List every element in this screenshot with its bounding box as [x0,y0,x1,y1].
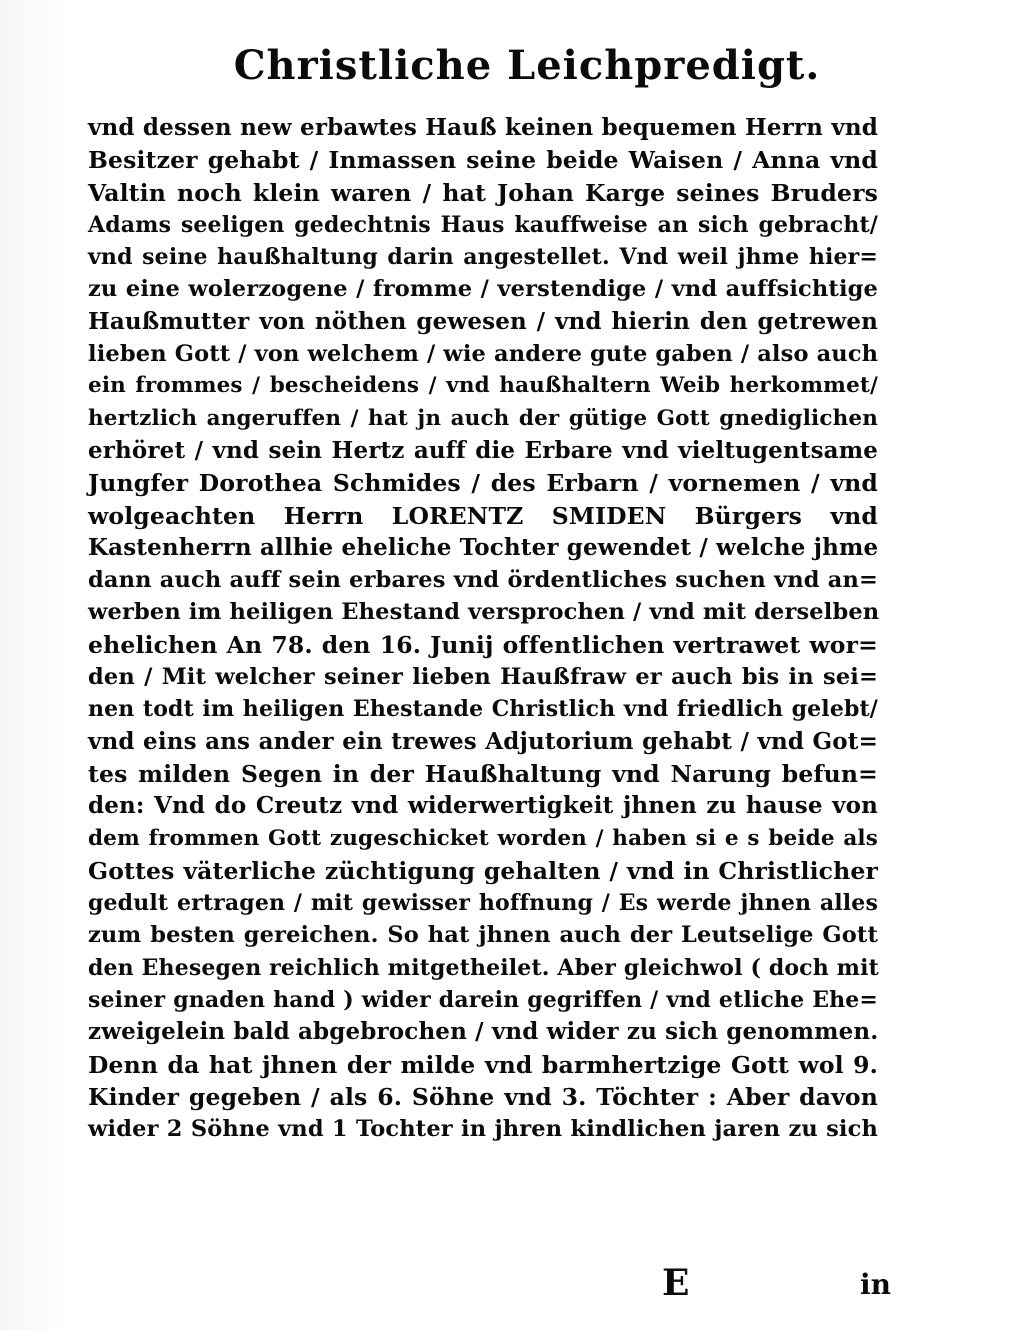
text-line: tes milden Segen in der Haußhaltung vnd Narung befun= [88,759,878,788]
catchword: in [860,1268,891,1301]
text-line: Besitzer gehabt / Inmassen seine beide Waisen / Anna vnd [88,146,878,175]
text-line: Denn da hat jhnen der milde vnd barmhertzige Gott wol 9. [88,1050,878,1079]
text-line: wolgeachten Herrn LORENTZ SMIDEN Bürgers vnd [88,501,878,530]
text-line: Jungfer Dorothea Schmides / des Erbarn / vornemen / vnd [88,469,878,498]
text-line: wider 2 Söhne vnd 1 Tochter in jhren kindlichen jaren zu sich [88,1116,878,1143]
text-line: vnd seine haußhaltung darin angestellet. Vnd weil jhme hier= [88,244,878,271]
text-line: den: Vnd do Creutz vnd widerwertigkeit jhnen zu hause von [88,792,878,820]
text-line: ein frommes / bescheidens / vnd haußhaltern Weib herkommet/ [88,373,878,399]
text-line: gedult ertragen / mit gewisser hoffnung / Es werde jhnen alles [88,890,878,917]
signature-mark: E [662,1262,690,1304]
text-line: zum besten gereichen. So hat jhnen auch der Leutselige Gott [88,922,878,949]
text-line: den / Mit welcher seiner lieben Haußfraw er auch bis in sei= [88,664,878,691]
text-line: vnd dessen new erbawtes Hauß keinen bequemen Herrn vnd [88,114,878,141]
text-line: Valtin noch klein waren / hat Johan Karge seines Bruders [88,178,878,207]
text-line: seiner gnaden hand ) wider darein gegriffen / vnd etliche Ehe= [88,987,878,1014]
text-line: Adams seeligen gedechtnis Haus kauffweise an sich gebracht/ [88,211,878,238]
text-line: dem frommen Gott zugeschicket worden / haben si e s beide als [88,825,878,851]
text-line: zu eine wolerzogene / fromme / verstendige / vnd auffsichtige [88,276,878,303]
text-line: Kinder gegeben / als 6. Söhne vnd 3. Töchter : Aber davon [88,1082,878,1111]
text-line: Kastenherrn allhie eheliche Tochter gewendet / welche jhme [88,533,879,561]
body-text [88,112,878,1146]
text-line: Haußmutter von nöthen gewesen / vnd hierin den getrewen [88,307,878,335]
text-line: werben im heiligen Ehestand versprochen / vnd mit derselben [88,599,880,626]
text-line: erhöret / vnd sein Hertz auff die Erbare vnd vieltugentsame [88,436,878,464]
text-line: ehelichen An 78. den 16. Junij offentlichen vertrawet wor= [88,630,878,659]
text-line: lieben Gott / von welchem / wie andere gute gaben / also auch [88,341,879,368]
text-line: den Ehesegen reichlich mitgetheilet. Aber gleichwol ( doch mit [88,954,879,981]
text-line: dann auch auff sein erbares vnd ördentliches suchen vnd an= [88,567,878,594]
running-header: Christliche Leichpredigt. [233,42,821,89]
text-line: zweigelein bald abgebrochen / vnd wider zu sich genommen. [88,1018,879,1046]
text-line: Gottes väterliche züchtigung gehalten / vnd in Christlicher [88,856,878,885]
text-line: nen todt im heiligen Ehestande Christlich vnd friedlich gelebt/ [88,696,878,723]
page-footer [0,1262,1024,1302]
text-line: hertzlich angeruffen / hat jn auch der gütige Gott gnediglichen [88,405,878,431]
text-line: vnd eins ans ander ein trewes Adjutorium gehabt / vnd Got= [88,727,878,755]
